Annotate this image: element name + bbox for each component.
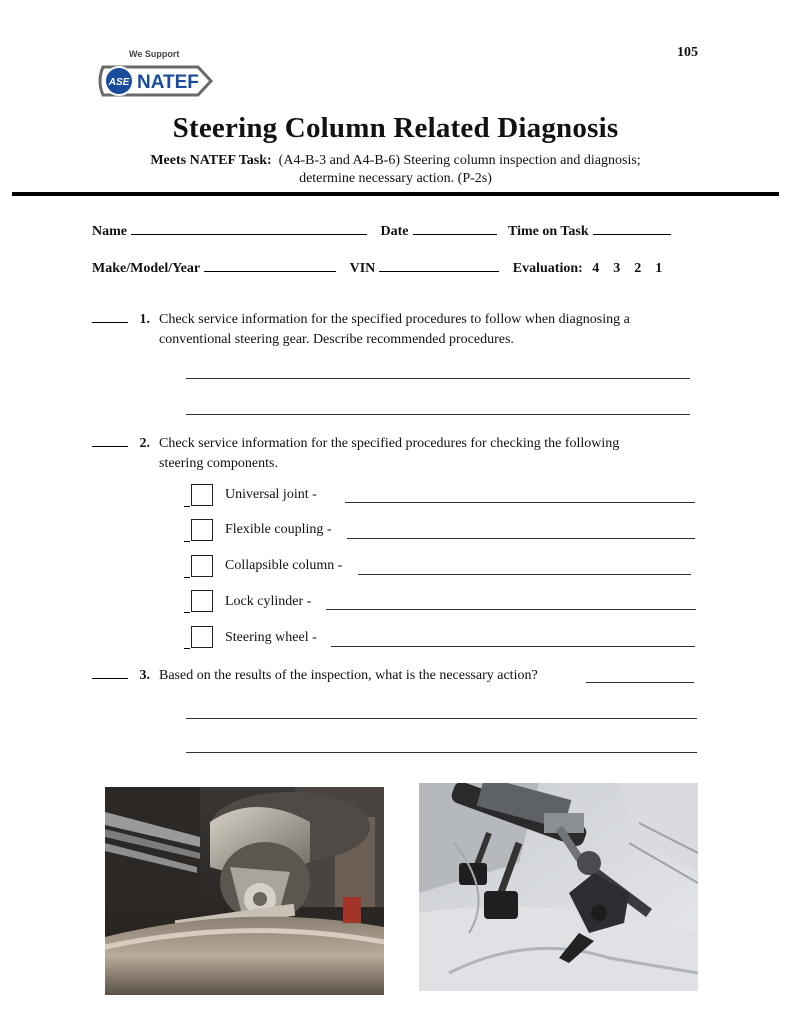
make-model-year-label: Make/Model/Year bbox=[92, 261, 201, 276]
evaluation-scores[interactable]: 4 3 2 1 bbox=[592, 261, 663, 276]
question-2 bbox=[92, 434, 150, 454]
logo-we-support: We Support bbox=[129, 49, 180, 59]
checkbox-tick-mark bbox=[184, 541, 190, 542]
q3-answer-line-1[interactable] bbox=[186, 718, 697, 719]
checkbox-lock-cylinder[interactable] bbox=[191, 590, 213, 612]
evaluation-label: Evaluation: bbox=[512, 261, 583, 276]
q1-text bbox=[159, 310, 630, 350]
q1-answer-line-1[interactable] bbox=[186, 378, 690, 379]
q1-line1: Check service information for the specified procedures to follow when diagnosing a bbox=[159, 312, 630, 327]
meets-task bbox=[0, 152, 791, 188]
vehicle-row bbox=[92, 257, 662, 277]
page-number: 105 bbox=[677, 45, 698, 60]
q3-answer-line-2[interactable] bbox=[186, 752, 697, 753]
date-label: Date bbox=[380, 224, 409, 239]
universal-joint-photo bbox=[105, 787, 384, 995]
q2-check-blank[interactable] bbox=[92, 446, 128, 447]
item-steering-wheel-line[interactable] bbox=[331, 646, 695, 647]
item-collapsible-column-label: Collapsible column - bbox=[225, 558, 343, 573]
q2-text bbox=[159, 434, 619, 474]
q3-answer-inline[interactable] bbox=[586, 682, 694, 683]
make-model-year-field[interactable] bbox=[204, 257, 336, 272]
question-1 bbox=[92, 310, 150, 330]
q1-check-blank[interactable] bbox=[92, 322, 128, 323]
vin-label: VIN bbox=[349, 261, 376, 276]
checkbox-steering-wheel[interactable] bbox=[191, 626, 213, 648]
q2-line2: steering components. bbox=[159, 456, 278, 471]
name-label: Name bbox=[92, 224, 127, 239]
checkbox-tick-mark bbox=[184, 648, 190, 649]
checkbox-tick-mark bbox=[184, 612, 190, 613]
natef-logo bbox=[93, 45, 223, 105]
q2-line1: Check service information for the specified procedures for checking the following bbox=[159, 436, 620, 451]
steering-column-photo bbox=[419, 783, 698, 991]
checkbox-flexible-coupling[interactable] bbox=[191, 519, 213, 541]
q1-number: 1. bbox=[139, 312, 150, 327]
checkbox-collapsible-column[interactable] bbox=[191, 555, 213, 577]
item-lock-cylinder-line[interactable] bbox=[326, 609, 696, 610]
checkbox-tick-mark bbox=[184, 506, 190, 507]
item-universal-joint-line[interactable] bbox=[345, 502, 695, 503]
meets-label: Meets NATEF Task: bbox=[150, 153, 272, 168]
name-row bbox=[92, 220, 671, 240]
q1-answer-line-2[interactable] bbox=[186, 414, 690, 415]
meets-line1: (A4-B-3 and A4-B-6) Steering column inspection and diagnosis; bbox=[278, 153, 641, 168]
q3-number: 3. bbox=[139, 668, 150, 683]
q3-text: Based on the results of the inspection, what is the necessary action? bbox=[159, 668, 538, 683]
item-lock-cylinder-label: Lock cylinder - bbox=[225, 594, 312, 609]
checkbox-tick-mark bbox=[184, 577, 190, 578]
vin-field[interactable] bbox=[379, 257, 499, 272]
name-field[interactable] bbox=[131, 220, 367, 235]
logo-natef-text: NATEF bbox=[137, 72, 199, 93]
page-title: Steering Column Related Diagnosis bbox=[172, 112, 619, 144]
header-divider bbox=[12, 192, 779, 196]
item-flexible-coupling-line[interactable] bbox=[347, 538, 695, 539]
q2-number: 2. bbox=[139, 436, 150, 451]
meets-line2: determine necessary action. (P-2s) bbox=[299, 171, 492, 186]
q3-check-blank[interactable] bbox=[92, 678, 128, 679]
time-on-task-label: Time on Task bbox=[508, 224, 589, 239]
q1-line2: conventional steering gear. Describe recommended procedures. bbox=[159, 332, 514, 347]
question-3 bbox=[92, 666, 150, 686]
item-steering-wheel-label: Steering wheel - bbox=[225, 630, 317, 645]
logo-ase-text: ASE bbox=[108, 77, 130, 88]
time-on-task-field[interactable] bbox=[593, 220, 671, 235]
item-flexible-coupling-label: Flexible coupling - bbox=[225, 522, 332, 537]
item-universal-joint-label: Universal joint - bbox=[225, 487, 317, 502]
date-field[interactable] bbox=[413, 220, 497, 235]
item-collapsible-column-line[interactable] bbox=[358, 574, 691, 575]
checkbox-universal-joint[interactable] bbox=[191, 484, 213, 506]
